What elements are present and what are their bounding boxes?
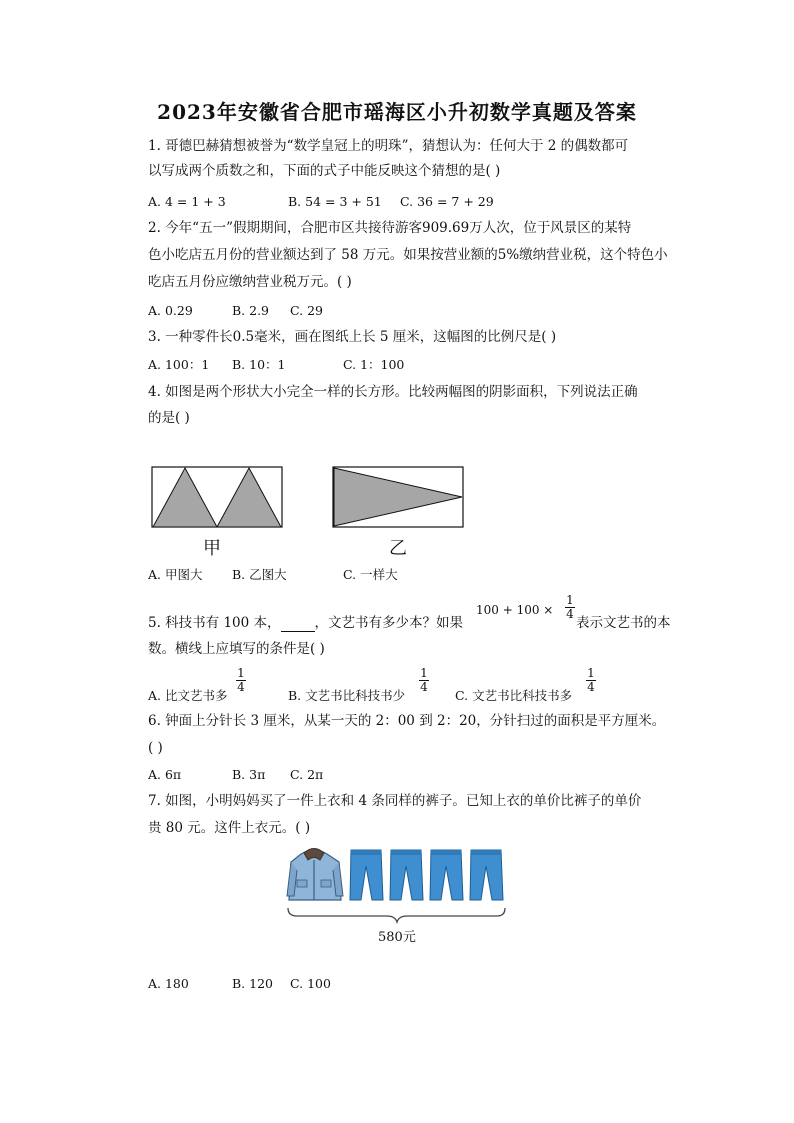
jacket-icon [287,849,343,901]
figure-jia [152,467,282,527]
q7-option-b: B. 120 [232,976,273,991]
q6-line1: 6. 钟面上分针长 3 厘米，从某一天的 2：00 到 2：20，分针扫过的面积是平方厘米。 [148,713,666,729]
q6-line2: ( ) [148,740,163,756]
q7-line1: 7. 如图，小明妈妈买了一件上衣和 4 条同样的裤子。已知上衣的单价比裤子的单价 [148,793,642,809]
q3-option-a: A. 100：1 [148,357,210,372]
q5-option-a-fraction: 1 4 [237,666,245,694]
q2-line2: 色小吃店五月份的营业额达到了 58 万元。如果按营业额的5%缴纳营业税，这个特色小 [148,247,668,263]
q5-option-c: C. 文艺书比科技书多 [455,688,573,703]
q3-option-c: C. 1：100 [343,357,405,372]
fraction-numerator: 1 [566,593,574,607]
pants-icon-4 [470,850,503,900]
q7-total-label: 580元 [378,930,416,945]
figure-yi [333,467,463,527]
q4-line2: 的是( ) [148,410,190,426]
page-title: 2023年安徽省合肥市瑶海区小升初数学真题及答案 [157,100,637,124]
q5-line1-post: 表示文艺书的本 [576,615,671,631]
q2-line1: 2. 今年“五一”假期期间，合肥市区共接待游客909.69万人次，位于风景区的某特 [148,220,632,236]
q5-expression: 100 + 100 × [476,603,554,617]
q5-fraction-expr [564,594,576,621]
q7-figure [285,844,511,926]
q5-line1 [148,614,463,632]
pants-icon-1 [350,850,383,900]
q1-line1: 1. 哥德巴赫猜想被誉为“数学皇冠上的明珠”，猜想认为：任何大于 2 的偶数都可 [148,138,629,154]
q6-option-c: C. 2π [290,767,324,782]
pants-icon-3 [430,850,463,900]
q5-option-a: A. 比文艺书多 [148,688,228,703]
q1-option-a: A. 4 = 1 + 3 [148,194,226,209]
q5-option-b: B. 文艺书比科技书少 [288,688,406,703]
q4-figures [148,462,468,534]
q5-line2: 数。横线上应填写的条件是( ) [148,641,325,657]
q5-answer-blank [281,618,315,632]
q7-option-a: A. 180 [148,976,189,991]
q1-line2: 以写成两个质数之和，下面的式子中能反映这个猜想的是( ) [148,163,501,179]
label-yi: 乙 [389,538,407,559]
q5-option-b-fraction: 1 4 [420,666,428,694]
q6-option-b: B. 3π [232,767,266,782]
q5-line1-mid: ，文艺书有多少本？如果 [314,615,464,631]
q7-line2: 贵 80 元。这件上衣元。( ) [148,820,311,836]
q5-option-c-fraction: 1 4 [587,666,595,694]
q4-option-c: C. 一样大 [343,567,398,582]
q5-line1-pre: 5. 科技书有 100 本， [148,615,281,631]
q4-option-a: A. 甲图大 [148,567,203,582]
pants-icon-2 [390,850,423,900]
q3-option-b: B. 10：1 [232,357,286,372]
q1-option-c: C. 36 = 7 + 29 [400,194,494,209]
q7-option-c: C. 100 [290,976,331,991]
q1-option-b: B. 54 = 3 + 51 [288,194,382,209]
q2-line3: 吃店五月份应缴纳营业税万元。( ) [148,274,352,290]
label-jia: 甲 [203,538,221,559]
q2-option-b: B. 2.9 [232,303,270,318]
q3-line1: 3. 一种零件长0.5毫米，画在图纸上长 5 厘米，这幅图的比例尺是( ) [148,329,557,345]
q4-option-b: B. 乙图大 [232,567,287,582]
fraction-denominator: 4 [566,607,574,621]
curly-brace [288,908,505,922]
q2-option-c: C. 29 [290,303,323,318]
q2-option-a: A. 0.29 [148,303,193,318]
q6-option-a: A. 6π [148,767,182,782]
q4-line1: 4. 如图是两个形状大小完全一样的长方形。比较两幅图的阴影面积，下列说法正确 [148,384,638,400]
